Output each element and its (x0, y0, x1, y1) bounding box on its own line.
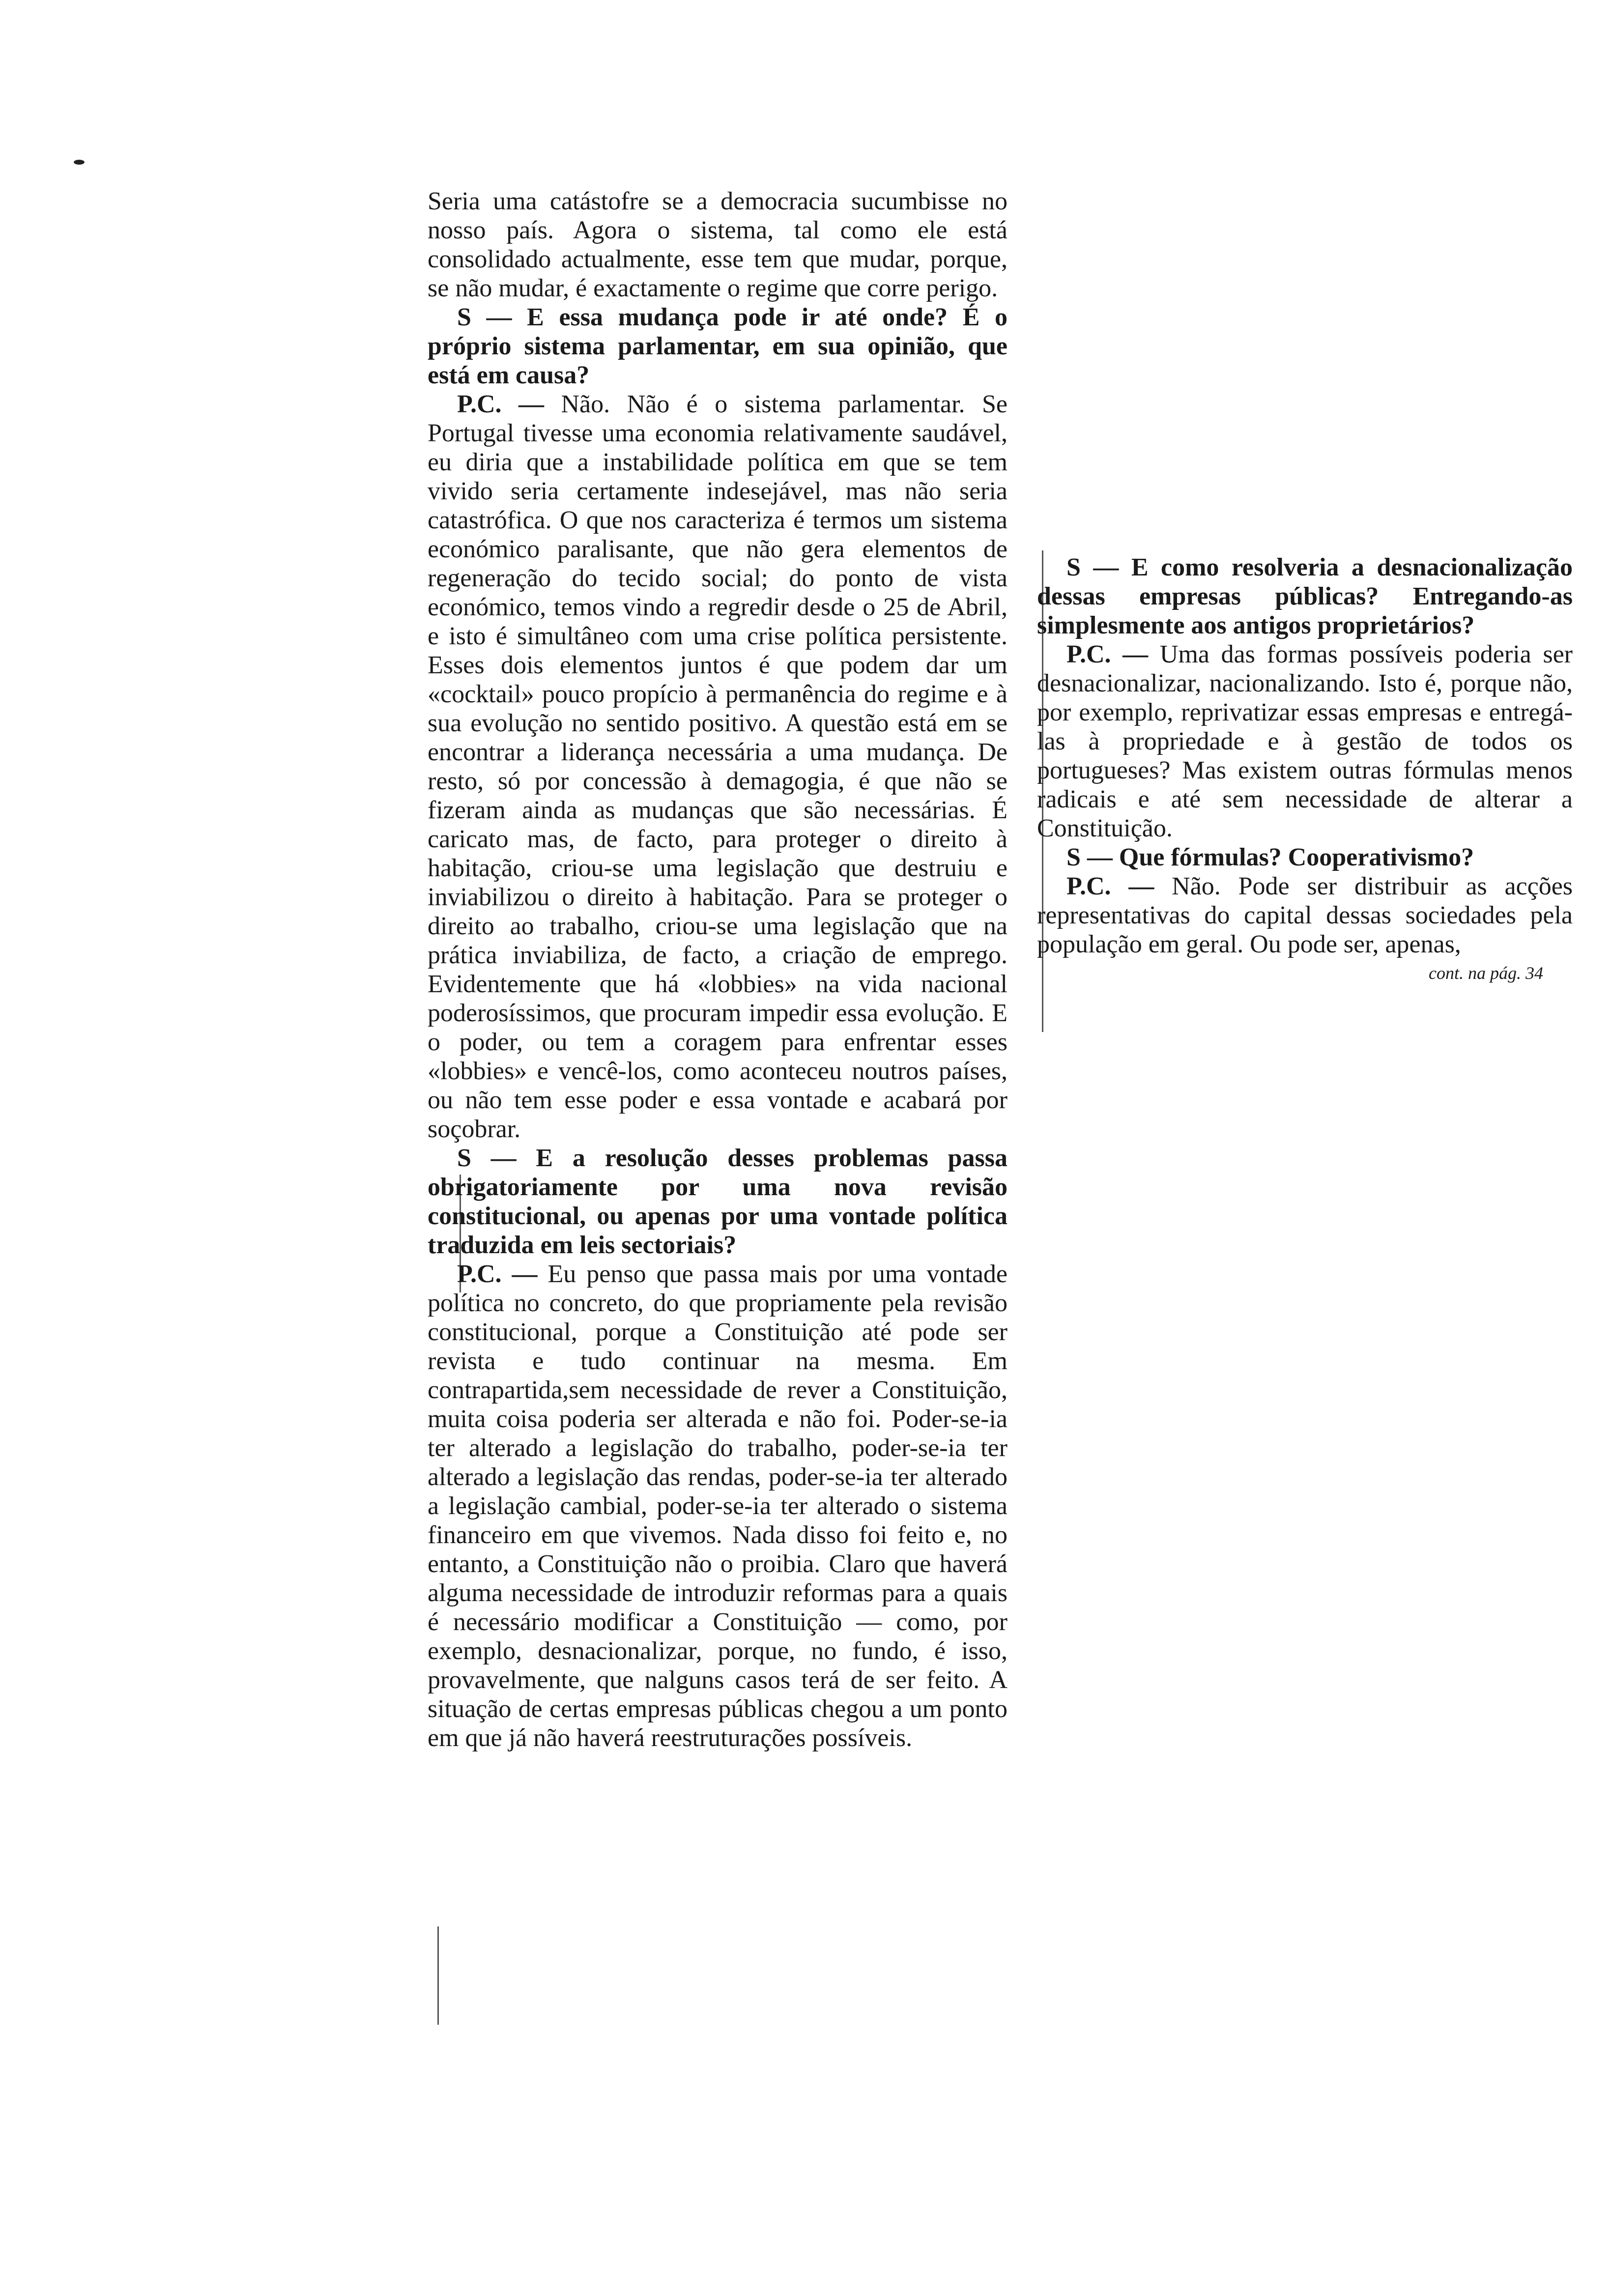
interviewee-answer (428, 1260, 1008, 1752)
article-column-left (428, 187, 1008, 1752)
answer-text: Não. Não é o sistema parlamentar. Se Portugal tivesse uma economia relativamente saudável, eu diria que a instabilidade política em que se tem vivido seria certamente indesejável, mas não seria catastrófica. O que nos caracteriza é termos um sistema económico paralisante, que não gera elementos de regeneração do tecido social; do ponto de vista económico, temos vindo a regredir desde o 25 de Abril, e isto é simultâneo com uma crise política persistente. Esses dois elementos juntos é que podem dar um «cocktail» pouco propício à permanência do regime e à sua evolução no sentido positivo. A questão está em se encontrar a liderança necessária a uma mudança. De resto, só por concessão à demagogia, é que não se fizeram ainda as mudanças que são necessárias. É caricato mas, de facto, para proteger o direito à habitação, criou-se uma legislação que destruiu e inviabilizou o direito à habitação. Para se proteger o direito ao trabalho, criou-se uma legislação que na prática inviabiliza, de facto, a criação de emprego. Evidentemente que há «lobbies» na vida nacional poderosíssimos, que procuram impedir essa evolução. E o poder, ou tem a coragem para enfrentar esses «lobbies» e vencê-los, como aconteceu noutros países, ou não tem esse poder e essa vontade e acabará por soçobrar. (428, 390, 1008, 1143)
interviewee-answer (1037, 640, 1573, 843)
scan-speck (74, 160, 85, 165)
paragraph: Seria uma catástofre se a democracia sucumbisse no nosso país. Agora o sistema, tal como ele está consolidado actualmente, esse tem que mudar, porque, se não mudar, é exactamente o regime que corre perigo. (428, 187, 1008, 302)
speaker-label: P.C. — (1066, 640, 1149, 668)
interviewer-question: S — E a resolução desses problemas passa obrigatoriamente por uma nova revisão constitucional, ou apenas por uma vontade política traduzida em leis sectoriais? (428, 1144, 1008, 1259)
interviewee-answer (1037, 872, 1573, 959)
interviewer-question: S — Que fórmulas? Cooperativismo? (1066, 843, 1474, 871)
answer-text: Eu penso que passa mais por uma vontade política no concreto, do que propriamente pela revisão constitucional, porque a Constituição até pode ser revista e tudo continuar na mesma. Em contrapartida,sem necessidade de rever a Constituição, muita coisa poderia ser alterada e não foi. Poder-se-ia ter alterado a legislação do trabalho, poder-se-ia ter alterado a legislação das rendas, poder-se-ia ter alterado a legislação cambial, poder-se-ia ter alterado o sistema financeiro em que vivemos. Nada disso foi feito e, no entanto, a Constituição não o proibia. Claro que haverá alguma necessidade de introduzir reformas para a quais é necessário modificar a Constituição — como, por exemplo, desnacionalizar, porque, no fundo, é isso, provavelmente, que nalguns casos terá de ser feito. A situação de certas empresas públicas chegou a um ponto em que já não haverá reestruturações possíveis. (428, 1260, 1008, 1752)
interviewer-question: S — E como resolveria a desnacionalização dessas empresas públicas? Entregando-as simplesmente aos antigos proprietários? (1037, 553, 1573, 639)
interviewer-question: S — E essa mudança pode ir até onde? É o próprio sistema parlamentar, em sua opinião, que está em causa? (428, 303, 1008, 389)
interviewee-answer (428, 390, 1008, 1144)
speaker-label: P.C. — (1066, 872, 1154, 900)
continuation-note: cont. na pág. 34 (1429, 963, 1543, 983)
answer-text: Uma das formas possíveis poderia ser desnacionalizar, nacionalizando. Isto é, porque não, por exemplo, reprivatizar essas empresas e entregá-las à propriedade e à gestão de todos os portugueses? Mas existem outras fórmulas menos radicais e até sem necessidade de alterar a Constituição. (1037, 640, 1573, 842)
speaker-label: P.C. — (457, 1260, 538, 1288)
answer-text: Não. Pode ser distribuir as acções representativas do capital dessas sociedades pela população em geral. Ou pode ser, apenas, (1037, 872, 1573, 958)
article-column-right (1037, 553, 1573, 988)
margin-rule (437, 1926, 439, 2025)
speaker-label: P.C. — (457, 390, 545, 418)
